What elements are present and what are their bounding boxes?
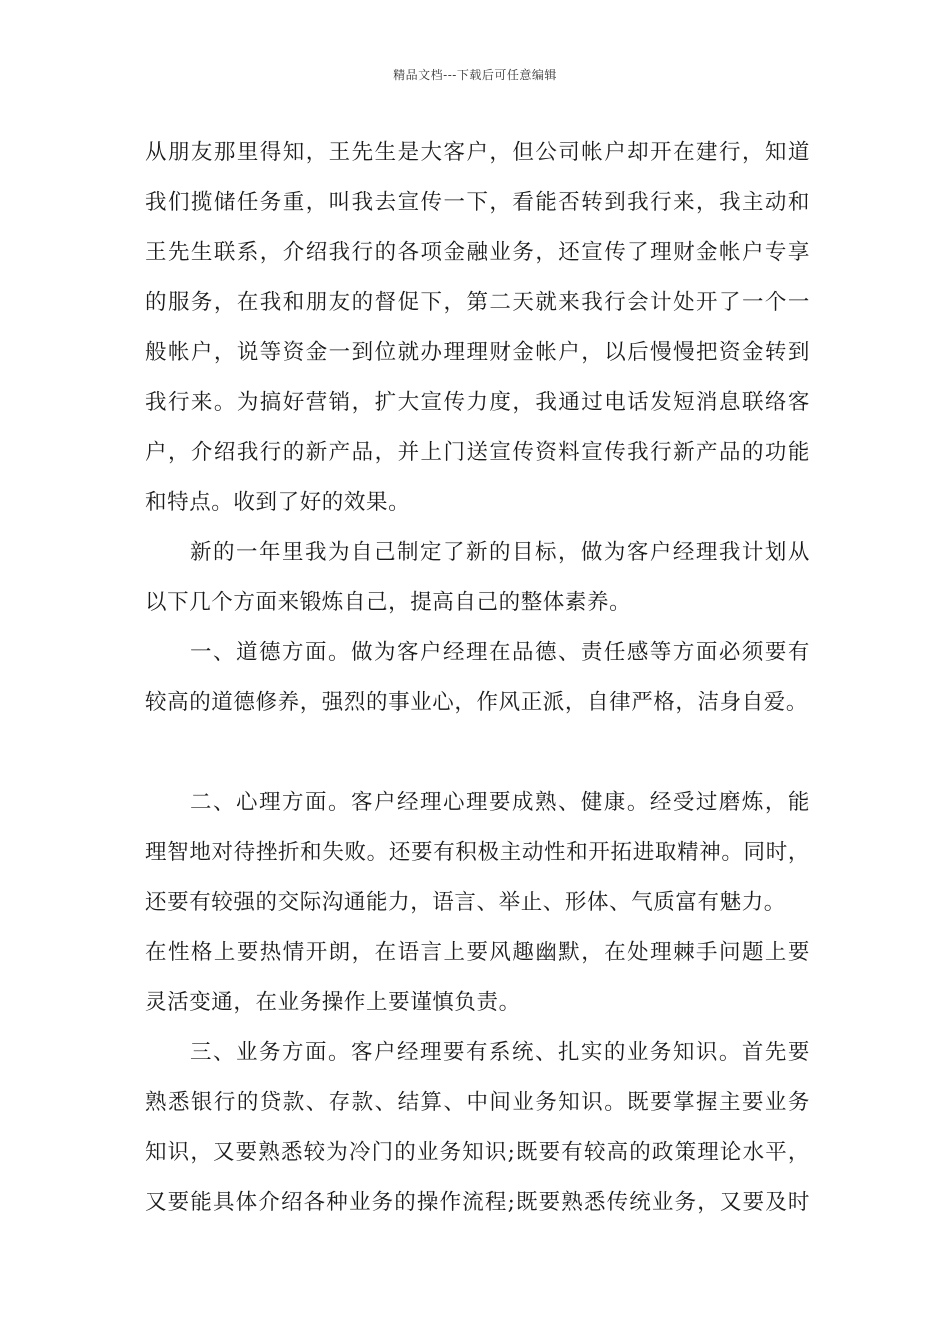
text-line: 般帐户，说等资金一到位就办理理财金帐户，以后慢慢把资金转到 [145,340,810,365]
document-body [145,128,810,1228]
paragraph-first-line: 三、业务方面。客户经理要有系统、扎实的业务知识。首先要 [190,1040,810,1065]
text-line: 知识，又要熟悉较为冷门的业务知识;既要有较高的政策理论水平， [145,1140,810,1165]
text-line: 我们揽储任务重，叫我去宣传一下，看能否转到我行来，我主动和 [145,190,810,215]
paragraph-first-line: 二、心理方面。客户经理心理要成熟、健康。经受过磨炼，能 [190,790,810,815]
text-line: 从朋友那里得知，王先生是大客户，但公司帐户却开在建行，知道 [145,140,810,165]
text-line: 王先生联系，介绍我行的各项金融业务，还宣传了理财金帐户专享 [145,240,810,265]
text-line: 我行来。为搞好营销，扩大宣传力度，我通过电话发短消息联络客 [145,390,810,415]
text-line: 理智地对待挫折和失败。还要有积极主动性和开拓进取精神。同时， [145,840,810,865]
page-header: 精品文档---下载后可任意编辑 [393,68,557,82]
text-line: 熟悉银行的贷款、存款、结算、中间业务知识。既要掌握主要业务 [145,1090,810,1115]
text-line: 和特点。收到了好的效果。 [145,490,411,515]
text-line: 还要有较强的交际沟通能力，语言、举止、形体、气质富有魅力。 [145,890,786,915]
text-line: 户，介绍我行的新产品，并上门送宣传资料宣传我行新产品的功能 [145,440,810,465]
paragraph-gap [145,728,810,778]
text-line: 较高的道德修养，强烈的事业心，作风正派，自律严格，洁身自爱。 [145,690,809,715]
paragraph-first-line: 一、道德方面。做为客户经理在品德、责任感等方面必须要有 [190,640,810,665]
text-line: 以下几个方面来锻炼自己，提高自己的整体素养。 [145,590,632,615]
text-line: 灵活变通，在业务操作上要谨慎负责。 [145,990,521,1015]
paragraph-first-line: 新的一年里我为自己制定了新的目标，做为客户经理我计划从 [190,540,810,565]
text-line: 又要能具体介绍各种业务的操作流程;既要熟悉传统业务，又要及时 [145,1190,810,1215]
text-line: 在性格上要热情开朗，在语言上要风趣幽默，在处理棘手问题上要 [145,940,810,965]
text-line: 的服务，在我和朋友的督促下，第二天就来我行会计处开了一个一 [145,290,810,315]
